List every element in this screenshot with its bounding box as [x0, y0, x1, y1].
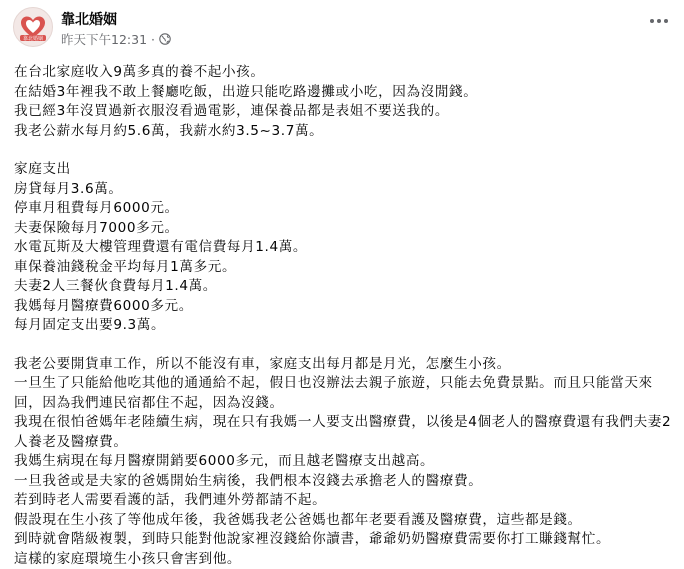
- post-text-line: 我老公薪水每月約5.6萬，我薪水約3.5~3.7萬。: [14, 122, 674, 142]
- more-horizontal-icon: [649, 18, 669, 24]
- post-timestamp[interactable]: 昨天下午12:31: [61, 30, 147, 48]
- post-paragraph: [14, 355, 674, 569]
- post-text-line: 家庭支出: [14, 160, 674, 180]
- post-text-line: 我老公要開貨車工作，所以不能沒有車，家庭支出每月都是月光，怎麼生小孩。: [14, 355, 674, 375]
- avatar[interactable]: [13, 7, 53, 47]
- avatar-logo-text: 靠北婚姻: [23, 35, 43, 42]
- post-body-text: [14, 63, 674, 569]
- post-meta: [61, 30, 171, 48]
- post-text-line: 車保養油錢稅金平均每月1萬多元。: [14, 258, 674, 278]
- post-text-line: 我現在很怕爸媽年老陸續生病，現在只有我媽一人要支出醫療費，以後是4個老人的醫療費還有我們夫妻2人養老及醫療費。: [14, 413, 674, 452]
- post-text-line: 水電瓦斯及大樓管理費還有電信費每月1.4萬。: [14, 238, 674, 258]
- post-text-line: 夫妻2人三餐伙食費每月1.4萬。: [14, 277, 674, 297]
- globe-icon[interactable]: [159, 33, 171, 45]
- post-text-line: 到時就會階級複製，到時只能對他說家裡沒錢給你讀書，爺爺奶奶醫療費需要你打工賺錢幫忙。: [14, 530, 674, 550]
- post-text-line: 我媽每月醫療費6000多元。: [14, 297, 674, 317]
- post-text-line: 在結婚3年裡我不敢上餐廳吃飯，出遊只能吃路邊攤或小吃，因為沒閒錢。: [14, 83, 674, 103]
- meta-separator: ·: [151, 32, 155, 47]
- post-text-line: 若到時老人需要看護的話，我們連外勞都請不起。: [14, 491, 674, 511]
- post-text-line: 我媽生病現在每月醫療開銷要6000多元，而且越老醫療支出越高。: [14, 452, 674, 472]
- post-text-line: 我已經3年沒買過新衣服沒看過電影，連保養品都是表姐不要送我的。: [14, 102, 674, 122]
- post-text-line: 假設現在生小孩了等他成年後，我爸媽我老公爸媽也都年老要看護及醫療費，這些都是錢。: [14, 511, 674, 531]
- post-header: [13, 7, 671, 51]
- post-paragraph: [14, 160, 674, 336]
- more-options-button[interactable]: [647, 9, 671, 33]
- post-text-line: 房貸每月3.6萬。: [14, 180, 674, 200]
- post-text-line: 停車月租費每月6000元。: [14, 199, 674, 219]
- post-text-line: 一旦生了只能給他吃其他的通通給不起，假日也沒辦法去親子旅遊，只能去免費景點。而且只能當天來回，因為我們連民宿都住不起，因為沒錢。: [14, 374, 674, 413]
- page-name[interactable]: 靠北婚姻: [61, 9, 117, 29]
- post-text-line: 一旦我爸或是夫家的爸媽開始生病後，我們根本沒錢去承擔老人的醫療費。: [14, 472, 674, 492]
- post-text-line: 這樣的家庭環境生小孩只會害到他。: [14, 550, 674, 569]
- post-text-line: 夫妻保險每月7000多元。: [14, 219, 674, 239]
- post-paragraph: [14, 63, 674, 141]
- post-text-line: 每月固定支出要9.3萬。: [14, 316, 674, 336]
- post-text-line: 在台北家庭收入9萬多真的養不起小孩。: [14, 63, 674, 83]
- heart-logo-icon: [14, 8, 52, 46]
